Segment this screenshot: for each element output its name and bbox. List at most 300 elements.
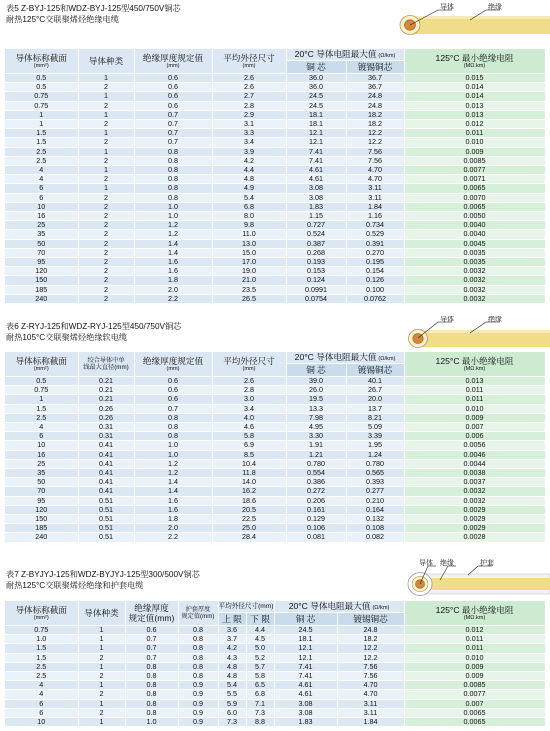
table-cell: 3.08 bbox=[286, 193, 346, 202]
table-cell: 0.0991 bbox=[286, 285, 346, 294]
table-cell: 1 bbox=[78, 184, 134, 193]
table-cell: 0.6 bbox=[134, 92, 212, 101]
table-cell: 0.8 bbox=[125, 681, 178, 690]
table-cell: 0.387 bbox=[286, 239, 346, 248]
table-cell: 3.4 bbox=[212, 404, 286, 413]
table-cell: 2.8 bbox=[212, 101, 286, 110]
table-row bbox=[5, 156, 545, 165]
table-cell: 0.013 bbox=[404, 377, 545, 386]
table-cell: 0.011 bbox=[404, 644, 545, 653]
t7-header-od-high: 下 限 bbox=[246, 613, 274, 626]
table-cell: 18.2 bbox=[346, 120, 404, 129]
table-cell: 0.554 bbox=[286, 469, 346, 478]
table-cell: 0.8 bbox=[134, 193, 212, 202]
table-cell: 3.11 bbox=[337, 699, 404, 708]
table-cell: 0.21 bbox=[78, 395, 134, 404]
table-cell: 0.0032 bbox=[404, 496, 545, 505]
table-cell: 0.9 bbox=[178, 681, 218, 690]
table-cell: 0.41 bbox=[78, 478, 134, 487]
table-row bbox=[5, 147, 545, 156]
table-cell: 0.51 bbox=[78, 505, 134, 514]
table-cell: 2 bbox=[78, 156, 134, 165]
table-cell: 3.7 bbox=[218, 635, 246, 644]
table-cell: 1 bbox=[78, 129, 134, 138]
table-cell: 4.5 bbox=[246, 635, 274, 644]
t5-header-min-ins: 125°C 最小绝缘电阻 (MΩ.km) bbox=[404, 49, 545, 74]
table-cell: 0.7 bbox=[125, 635, 178, 644]
table-cell: 3.11 bbox=[346, 193, 404, 202]
table-cell: 0.126 bbox=[346, 276, 404, 285]
table-cell: 2.7 bbox=[212, 92, 286, 101]
table-cell: 2.5 bbox=[5, 156, 78, 165]
t6-body bbox=[5, 377, 545, 543]
table-cell: 0.082 bbox=[346, 533, 404, 542]
table-cell: 7.56 bbox=[346, 147, 404, 156]
table-cell: 24.5 bbox=[286, 101, 346, 110]
table-row bbox=[5, 285, 545, 294]
table-cell: 0.0032 bbox=[404, 285, 545, 294]
table-cell: 0.26 bbox=[78, 413, 134, 422]
table5-section bbox=[0, 0, 550, 312]
table-cell: 1 bbox=[78, 74, 134, 83]
table-cell: 0.007 bbox=[404, 699, 545, 708]
table-cell: 0.277 bbox=[346, 487, 404, 496]
table-cell: 13.3 bbox=[286, 404, 346, 413]
table-row bbox=[5, 515, 545, 524]
t6-header-min-ins: 125°C 最小绝缘电阻 (MΩ.km) bbox=[404, 352, 545, 377]
table-cell: 0.272 bbox=[286, 487, 346, 496]
table-cell: 0.0029 bbox=[404, 524, 545, 533]
cable-diagram-t6 bbox=[400, 316, 550, 352]
table-cell: 1.2 bbox=[134, 221, 212, 230]
table-cell: 5.4 bbox=[218, 681, 246, 690]
table-cell: 0.26 bbox=[78, 404, 134, 413]
table-cell: 0.8 bbox=[134, 184, 212, 193]
table-cell: 0.0029 bbox=[404, 505, 545, 514]
table-cell: 0.106 bbox=[286, 524, 346, 533]
table-cell: 2 bbox=[78, 258, 134, 267]
table-cell: 1 bbox=[78, 166, 134, 175]
table-cell: 0.0065 bbox=[404, 708, 545, 717]
table-row bbox=[5, 230, 545, 239]
table-cell: 24.8 bbox=[346, 92, 404, 101]
table-cell: 2 bbox=[78, 202, 134, 211]
table-cell: 0.0070 bbox=[404, 193, 545, 202]
table-cell: 0.081 bbox=[286, 533, 346, 542]
table5 bbox=[5, 49, 546, 304]
table-cell: 3.08 bbox=[286, 184, 346, 193]
table7 bbox=[5, 601, 546, 727]
table-cell: 16 bbox=[5, 212, 78, 221]
table-cell: 2.5 bbox=[5, 662, 78, 671]
table-cell: 5.2 bbox=[246, 653, 274, 662]
table-cell: 0.5 bbox=[5, 83, 78, 92]
table-cell: 0.010 bbox=[404, 404, 545, 413]
table-cell: 7.56 bbox=[337, 672, 404, 681]
table-cell: 0.010 bbox=[404, 138, 545, 147]
table-cell: 0.8 bbox=[178, 635, 218, 644]
table-cell: 150 bbox=[5, 276, 78, 285]
table-cell: 2.2 bbox=[134, 533, 212, 542]
table-cell: 12.1 bbox=[286, 138, 346, 147]
table5-title bbox=[6, 4, 181, 25]
table-cell: 1.4 bbox=[134, 487, 212, 496]
table-cell: 12.1 bbox=[274, 644, 337, 653]
table-cell: 2 bbox=[78, 175, 134, 184]
table-cell: 0.51 bbox=[78, 524, 134, 533]
table-cell: 2.6 bbox=[212, 377, 286, 386]
table-cell: 4.61 bbox=[274, 690, 337, 699]
table-cell: 0.51 bbox=[78, 515, 134, 524]
table-cell: 6.8 bbox=[212, 202, 286, 211]
table-cell: 1 bbox=[5, 120, 78, 129]
table-cell: 2.2 bbox=[134, 294, 212, 303]
table-cell: 25 bbox=[5, 459, 78, 468]
table-cell: 0.8 bbox=[178, 644, 218, 653]
table-cell: 0.009 bbox=[404, 413, 545, 422]
table-cell: 7.41 bbox=[274, 672, 337, 681]
t5-header-type: 导体种类 bbox=[78, 49, 134, 74]
table-row bbox=[5, 110, 545, 119]
table-cell: 20.5 bbox=[212, 505, 286, 514]
table-cell: 95 bbox=[5, 258, 78, 267]
table-row bbox=[5, 83, 545, 92]
table-cell: 18.2 bbox=[346, 110, 404, 119]
t6-header-tinned: 镀锡铜芯 bbox=[346, 364, 404, 377]
table-cell: 0.7 bbox=[134, 120, 212, 129]
table-cell: 0.41 bbox=[78, 487, 134, 496]
table-row bbox=[5, 699, 545, 708]
table-cell: 0.011 bbox=[404, 129, 545, 138]
table-row bbox=[5, 487, 545, 496]
table-cell: 4.70 bbox=[337, 690, 404, 699]
table-row bbox=[5, 681, 545, 690]
table-cell: 0.0038 bbox=[404, 469, 545, 478]
table-cell: 3.11 bbox=[337, 708, 404, 717]
table-cell: 1.6 bbox=[134, 258, 212, 267]
table-cell: 0.8 bbox=[125, 662, 178, 671]
table-cell: 5.9 bbox=[218, 699, 246, 708]
table-row bbox=[5, 459, 545, 468]
table-row bbox=[5, 404, 545, 413]
table-cell: 3.08 bbox=[274, 708, 337, 717]
table-cell: 8.0 bbox=[212, 212, 286, 221]
table-cell: 1 bbox=[78, 635, 125, 644]
table-cell: 1.2 bbox=[134, 459, 212, 468]
table-cell: 0.51 bbox=[78, 496, 134, 505]
table-cell: 0.391 bbox=[346, 239, 404, 248]
table-cell: 1 bbox=[78, 699, 125, 708]
table-cell: 2 bbox=[78, 221, 134, 230]
table-cell: 0.129 bbox=[286, 515, 346, 524]
table-cell: 0.0035 bbox=[404, 248, 545, 257]
table-cell: 0.210 bbox=[346, 496, 404, 505]
table-cell: 0.0065 bbox=[404, 184, 545, 193]
t5-header-insulation: 绝缘厚度规定值 (mm) bbox=[134, 49, 212, 74]
table-cell: 0.41 bbox=[78, 441, 134, 450]
table-cell: 2.0 bbox=[134, 524, 212, 533]
table-cell: 2 bbox=[78, 101, 134, 110]
table-cell: 0.780 bbox=[286, 459, 346, 468]
table-cell: 0.7 bbox=[134, 404, 212, 413]
table-cell: 0.012 bbox=[404, 626, 545, 635]
table-cell: 0.012 bbox=[404, 120, 545, 129]
table-cell: 0.8 bbox=[178, 653, 218, 662]
table-cell: 0.6 bbox=[134, 74, 212, 83]
table-cell: 0.8 bbox=[125, 690, 178, 699]
table-cell: 12.2 bbox=[337, 644, 404, 653]
table-cell: 4.70 bbox=[337, 681, 404, 690]
table-row bbox=[5, 469, 545, 478]
table-row bbox=[5, 672, 545, 681]
table-cell: 7.56 bbox=[337, 662, 404, 671]
t5-header-od: 平均外径尺寸 (mm) bbox=[212, 49, 286, 74]
table-cell: 0.010 bbox=[404, 653, 545, 662]
table-cell: 1.0 bbox=[134, 202, 212, 211]
table-cell: 50 bbox=[5, 239, 78, 248]
table-cell: 3.9 bbox=[212, 147, 286, 156]
table-cell: 28.4 bbox=[212, 533, 286, 542]
table-row bbox=[5, 120, 545, 129]
table-row bbox=[5, 496, 545, 505]
table-cell: 2 bbox=[78, 83, 134, 92]
table-cell: 2 bbox=[78, 267, 134, 276]
table-row bbox=[5, 377, 545, 386]
table-cell: 1.2 bbox=[134, 230, 212, 239]
table-cell: 6.9 bbox=[212, 441, 286, 450]
table-cell: 0.153 bbox=[286, 267, 346, 276]
table-cell: 0.8 bbox=[178, 672, 218, 681]
table-row bbox=[5, 718, 545, 727]
table-cell: 0.75 bbox=[5, 386, 78, 395]
table-cell: 24.5 bbox=[274, 626, 337, 635]
table-row bbox=[5, 92, 545, 101]
table-cell: 0.0028 bbox=[404, 533, 545, 542]
table-row bbox=[5, 690, 545, 699]
table-cell: 0.0032 bbox=[404, 267, 545, 276]
table-cell: 4 bbox=[5, 690, 78, 699]
table-cell: 240 bbox=[5, 533, 78, 542]
table-cell: 0.0065 bbox=[404, 718, 545, 727]
table-cell: 25 bbox=[5, 221, 78, 230]
table-cell: 0.009 bbox=[404, 672, 545, 681]
table-cell: 0.565 bbox=[346, 469, 404, 478]
table-cell: 6.8 bbox=[246, 690, 274, 699]
t5-header-tinned: 镀锡铜芯 bbox=[346, 61, 404, 74]
table-cell: 1.0 bbox=[125, 718, 178, 727]
table-cell: 36.7 bbox=[346, 83, 404, 92]
t5-header-copper: 铜 芯 bbox=[286, 61, 346, 74]
table-cell: 0.8 bbox=[134, 413, 212, 422]
table-cell: 0.014 bbox=[404, 83, 545, 92]
table-cell: 18.1 bbox=[286, 110, 346, 119]
table-cell: 10.4 bbox=[212, 459, 286, 468]
t6-header-copper: 铜 芯 bbox=[286, 364, 346, 377]
table-cell: 5.5 bbox=[218, 690, 246, 699]
table6-title-line2: 耐热105°C交联聚烯烃绝缘软电缆 bbox=[6, 332, 128, 342]
table-cell: 0.0037 bbox=[404, 478, 545, 487]
table-cell: 2.6 bbox=[212, 83, 286, 92]
table-cell: 0.124 bbox=[286, 276, 346, 285]
table-cell: 120 bbox=[5, 505, 78, 514]
table-cell: 0.9 bbox=[178, 718, 218, 727]
table-cell: 0.011 bbox=[404, 395, 545, 404]
table-cell: 0.75 bbox=[5, 101, 78, 110]
table-cell: 17.0 bbox=[212, 258, 286, 267]
t6-header-od: 平均外径尺寸 (mm) bbox=[212, 352, 286, 377]
table-cell: 15.0 bbox=[212, 248, 286, 257]
table-cell: 0.9 bbox=[178, 708, 218, 717]
table-cell: 16 bbox=[5, 450, 78, 459]
table-cell: 23.5 bbox=[212, 285, 286, 294]
table-cell: 2 bbox=[78, 248, 134, 257]
table-cell: 5.7 bbox=[246, 662, 274, 671]
table-cell: 0.5 bbox=[5, 74, 78, 83]
table-cell: 1.2 bbox=[134, 469, 212, 478]
table6 bbox=[5, 352, 546, 543]
table-row bbox=[5, 258, 545, 267]
table-cell: 5.8 bbox=[212, 432, 286, 441]
table-cell: 12.1 bbox=[286, 129, 346, 138]
table-row bbox=[5, 635, 545, 644]
table-cell: 0.100 bbox=[346, 285, 404, 294]
table-cell: 0.0050 bbox=[404, 212, 545, 221]
table-cell: 0.0040 bbox=[404, 230, 545, 239]
table-cell: 0.0762 bbox=[346, 294, 404, 303]
table-cell: 0.6 bbox=[134, 395, 212, 404]
table-cell: 3.30 bbox=[286, 432, 346, 441]
table-cell: 0.393 bbox=[346, 478, 404, 487]
table-row bbox=[5, 138, 545, 147]
table-cell: 0.41 bbox=[78, 459, 134, 468]
table-cell: 3.39 bbox=[346, 432, 404, 441]
table-row bbox=[5, 294, 545, 303]
table-cell: 3.1 bbox=[212, 120, 286, 129]
table-cell: 7.56 bbox=[346, 156, 404, 165]
table-cell: 11.0 bbox=[212, 230, 286, 239]
table-cell: 0.132 bbox=[346, 515, 404, 524]
table-cell: 5.09 bbox=[346, 423, 404, 432]
table-cell: 1.6 bbox=[134, 505, 212, 514]
table-cell: 0.013 bbox=[404, 110, 545, 119]
table-cell: 1 bbox=[78, 718, 125, 727]
table-cell: 6 bbox=[5, 193, 78, 202]
table-cell: 0.51 bbox=[78, 533, 134, 542]
table-cell: 0.8 bbox=[134, 432, 212, 441]
table-row bbox=[5, 450, 545, 459]
table-cell: 2 bbox=[78, 708, 125, 717]
table-cell: 0.013 bbox=[404, 101, 545, 110]
table-cell: 0.7 bbox=[125, 653, 178, 662]
table-cell: 0.164 bbox=[346, 505, 404, 514]
table-cell: 13.0 bbox=[212, 239, 286, 248]
table-cell: 19.0 bbox=[212, 267, 286, 276]
table6-section bbox=[0, 316, 550, 556]
table-cell: 0.0044 bbox=[404, 459, 545, 468]
table-cell: 18.1 bbox=[286, 120, 346, 129]
table-row bbox=[5, 524, 545, 533]
table-cell: 1.84 bbox=[337, 718, 404, 727]
table-cell: 3.0 bbox=[212, 395, 286, 404]
table-cell: 0.21 bbox=[78, 377, 134, 386]
table-row bbox=[5, 101, 545, 110]
table-cell: 0.727 bbox=[286, 221, 346, 230]
table-cell: 0.6 bbox=[134, 377, 212, 386]
table-cell: 0.6 bbox=[134, 101, 212, 110]
table-cell: 26.7 bbox=[346, 386, 404, 395]
diagram-label-insulation: 绝缘 bbox=[440, 560, 454, 567]
table-cell: 1 bbox=[78, 681, 125, 690]
table-row bbox=[5, 166, 545, 175]
t7-header-min-ins: 125°C 最小绝缘电阻 (MΩ.km) bbox=[404, 601, 545, 626]
table-cell: 1.0 bbox=[134, 212, 212, 221]
table-cell: 40.1 bbox=[346, 377, 404, 386]
table-cell: 10 bbox=[5, 718, 78, 727]
table-cell: 3.3 bbox=[212, 129, 286, 138]
table-cell: 7.41 bbox=[286, 147, 346, 156]
t6-header-insulation: 绝缘厚度规定值 (mm) bbox=[134, 352, 212, 377]
table-cell: 4.8 bbox=[218, 662, 246, 671]
table-cell: 3.08 bbox=[274, 699, 337, 708]
table-cell: 5.4 bbox=[212, 193, 286, 202]
table-cell: 10 bbox=[5, 202, 78, 211]
table-cell: 2 bbox=[78, 285, 134, 294]
table-cell: 0.8 bbox=[125, 708, 178, 717]
table-cell: 0.0077 bbox=[404, 166, 545, 175]
table-row bbox=[5, 478, 545, 487]
table-cell: 1.6 bbox=[134, 267, 212, 276]
table-cell: 0.014 bbox=[404, 92, 545, 101]
table-cell: 0.0085 bbox=[404, 681, 545, 690]
table-cell: 22.5 bbox=[212, 515, 286, 524]
table-cell: 2.9 bbox=[212, 110, 286, 119]
table-cell: 4 bbox=[5, 681, 78, 690]
table-cell: 24.5 bbox=[286, 92, 346, 101]
table7-title-line2: 耐热125°C交联聚烯烃绝缘和护套电缆 bbox=[6, 580, 144, 590]
table-cell: 4.4 bbox=[246, 626, 274, 635]
table-cell: 13.7 bbox=[346, 404, 404, 413]
table-cell: 1.5 bbox=[5, 129, 78, 138]
table-cell: 50 bbox=[5, 478, 78, 487]
table-cell: 3.6 bbox=[218, 626, 246, 635]
t6-header-area: 导体标称截面 (mm²) bbox=[5, 352, 78, 377]
table-row bbox=[5, 74, 545, 83]
table-cell: 0.8 bbox=[178, 626, 218, 635]
table-cell: 1.5 bbox=[5, 644, 78, 653]
table-cell: 2 bbox=[78, 672, 125, 681]
table-row bbox=[5, 413, 545, 422]
table-cell: 0.8 bbox=[125, 699, 178, 708]
table-cell: 1 bbox=[78, 644, 125, 653]
table-row bbox=[5, 212, 545, 221]
table-row bbox=[5, 441, 545, 450]
table-cell: 1 bbox=[78, 626, 125, 635]
table-cell: 5.8 bbox=[246, 672, 274, 681]
table-cell: 1.84 bbox=[346, 202, 404, 211]
table-cell: 2.6 bbox=[212, 74, 286, 83]
table-cell: 6 bbox=[5, 184, 78, 193]
table-cell: 2 bbox=[78, 138, 134, 147]
table-cell: 0.7 bbox=[134, 110, 212, 119]
t6-header-wire-diameter: 绞合导体中单 线最大直径(mm) bbox=[78, 352, 134, 377]
t7-header-sheath: 护套厚度 规定值(mm) bbox=[178, 601, 218, 626]
table-cell: 1 bbox=[78, 147, 134, 156]
table-cell: 18.6 bbox=[212, 496, 286, 505]
table-cell: 0.161 bbox=[286, 505, 346, 514]
table-cell: 0.0029 bbox=[404, 515, 545, 524]
t7-header-insulation: 绝缘厚度 规定值(mm) bbox=[125, 601, 178, 626]
table-cell: 2.0 bbox=[134, 285, 212, 294]
